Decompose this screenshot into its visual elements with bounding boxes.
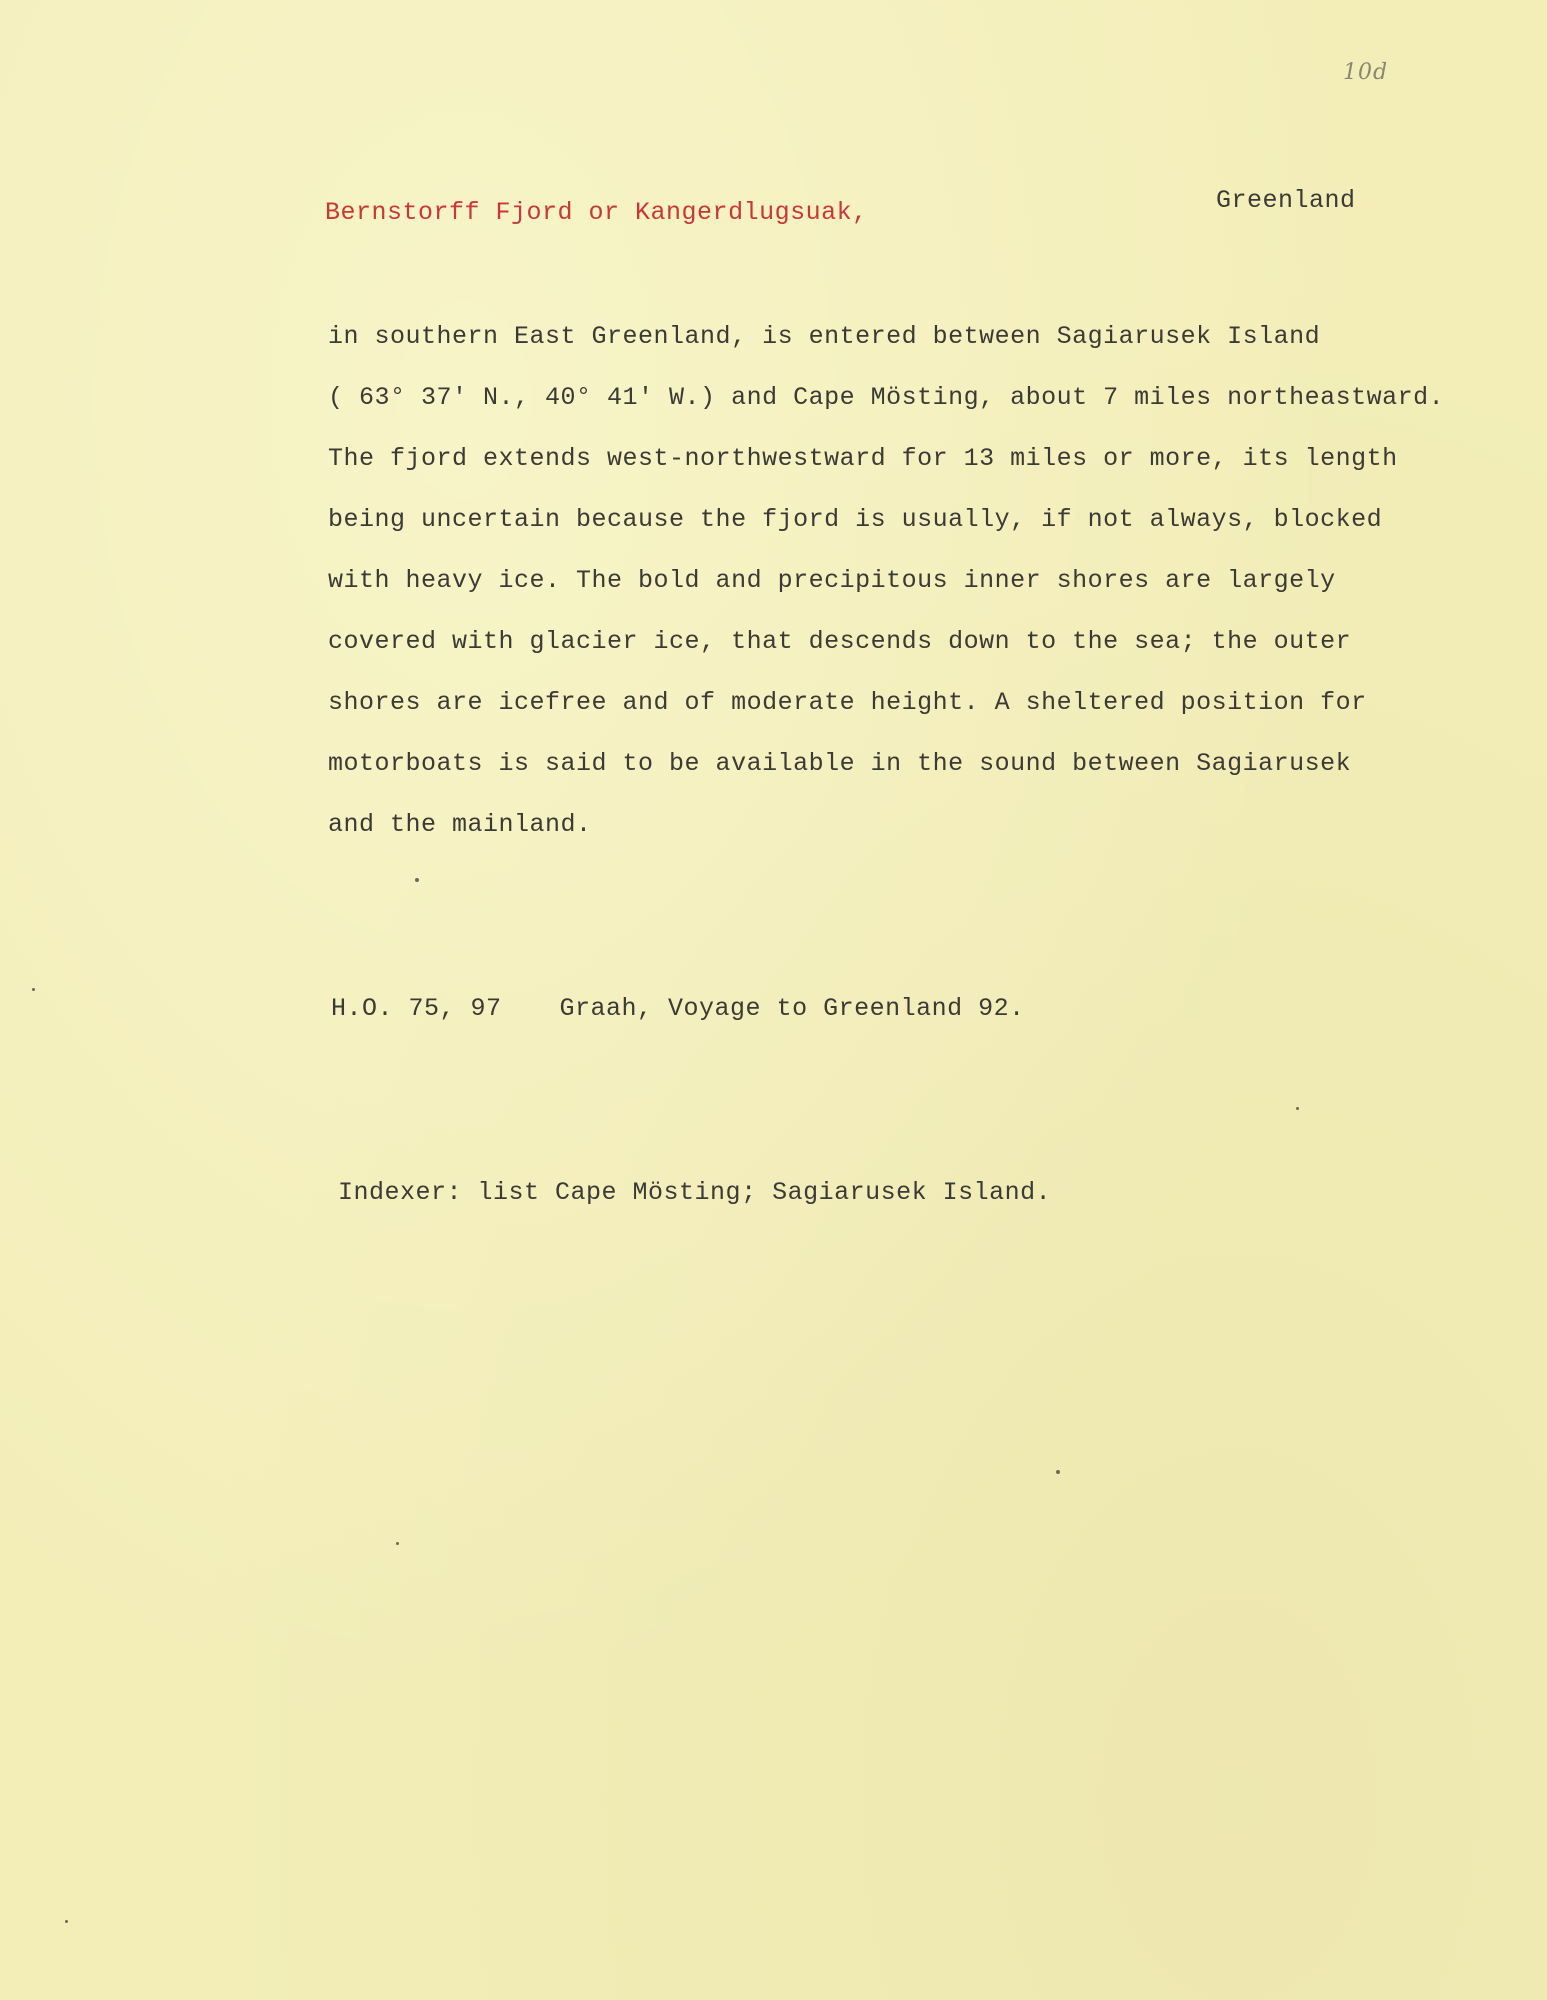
paper-speck (415, 878, 419, 882)
body-line: with heavy ice. The bold and precipitous inner shores are largely (328, 566, 1336, 595)
body-line: motorboats is said to be available in the sound between Sagiarusek (328, 749, 1352, 778)
paper-speck (1296, 1107, 1299, 1110)
page-number: 10d (1343, 60, 1389, 85)
entry-region: Greenland (1216, 186, 1356, 215)
body-line: covered with glacier ice, that descends down to the sea; the outer (328, 627, 1352, 656)
body-line: and the mainland. (328, 810, 592, 839)
paper-speck (396, 1542, 399, 1545)
entry-title: Bernstorff Fjord or Kangerdlugsuak, (325, 198, 868, 227)
body-line: ( 63° 37' N., 40° 41' W.) and Cape Mösting, about 7 miles northeastward. (328, 383, 1445, 412)
paper-speck (1056, 1470, 1060, 1474)
body-line: shores are icefree and of moderate height. A sheltered position for (328, 688, 1367, 717)
source-reference (331, 994, 1025, 1023)
body-line: in southern East Greenland, is entered between Sagiarusek Island (328, 322, 1321, 351)
reference-source: Graah, Voyage to Greenland 92. (559, 994, 1025, 1023)
entry-description (328, 306, 1488, 855)
paper-speck (32, 988, 35, 991)
body-line: The fjord extends west-northwestward for 13 miles or more, its length (328, 444, 1398, 473)
indexer-note: Indexer: list Cape Mösting; Sagiarusek Island. (338, 1178, 1052, 1207)
body-line: being uncertain because the fjord is usually, if not always, blocked (328, 505, 1383, 534)
reference-code: H.O. 75, 97 (331, 994, 502, 1023)
paper-speck (65, 1920, 68, 1923)
